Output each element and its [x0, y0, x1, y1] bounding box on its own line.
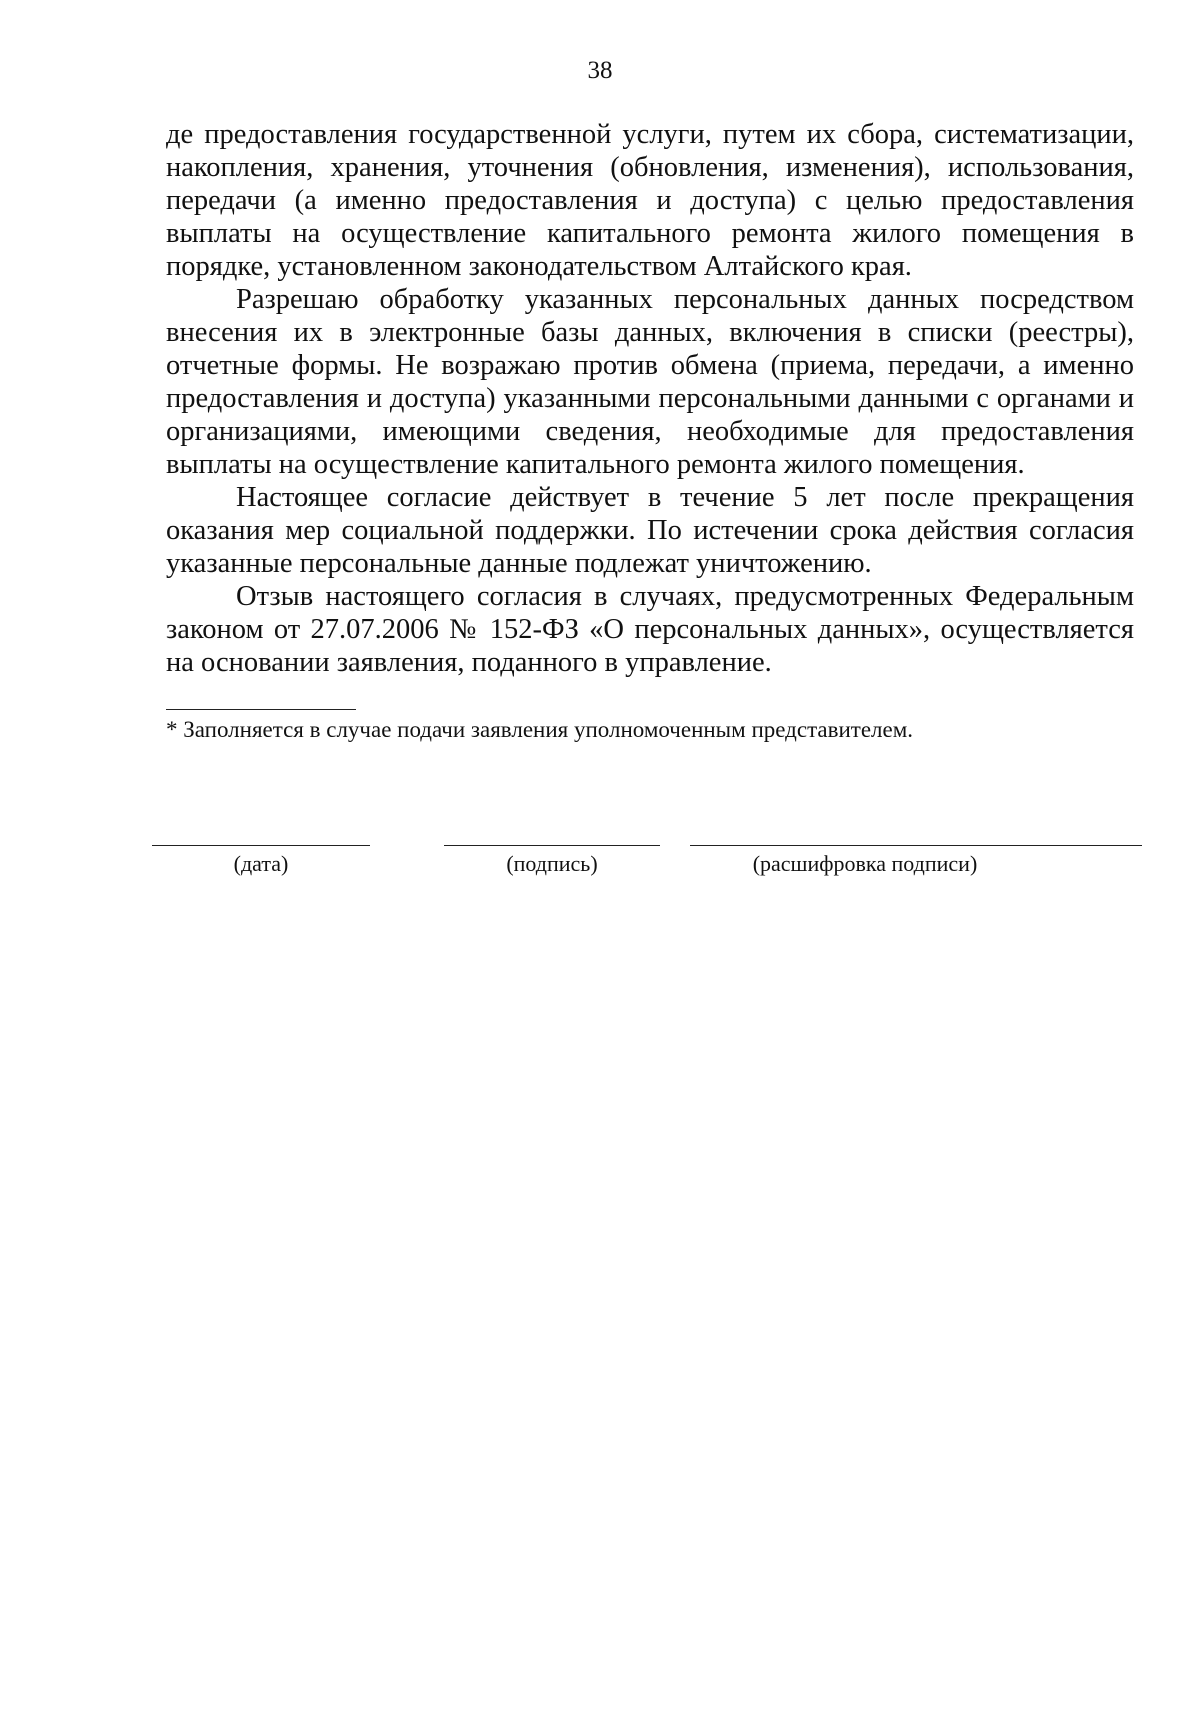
footnote: * Заполняется в случае подачи заявления уполномоченным представителем. — [166, 717, 914, 742]
footnote-separator — [166, 709, 356, 710]
paragraph-consent-duration: Настоящее согласие действует в течение 5 лет после прекращения оказания мер социальной поддержки. По истечении срока действия согласия указанные персональные данные подлежат уничтожению. — [166, 482, 1134, 579]
signature-decoding-field[interactable] — [690, 845, 1142, 885]
page-number: 38 — [587, 57, 613, 84]
paragraph-consent-withdrawal: Отзыв настоящего согласия в случаях, предусмотренных Федеральным законом от 27.07.2006 № 152-ФЗ «О персональных данных», осуществляется на основании заявления, поданного в управление. — [166, 581, 1134, 678]
signature-line — [444, 845, 660, 846]
signature-label: (подпись) — [506, 851, 598, 876]
signature-decoding-label: (расшифровка подписи) — [752, 851, 978, 876]
document-body — [166, 118, 1134, 679]
signature-field[interactable] — [444, 845, 660, 885]
date-label: (дата) — [233, 851, 289, 876]
signature-decoding-line — [690, 845, 1142, 846]
date-field[interactable] — [152, 845, 370, 885]
paragraph-continuation: де предоставления государственной услуги, путем их сбора, систематизации, накопления, хранения, уточнения (обновления, изменения), использования, передачи (а именно предоставления и доступа) с целью предоставления выплаты на осуществление капитального ремонта жилого помещения в порядке, установленном законодательством Алтайского края. — [166, 119, 1134, 282]
paragraph-processing-permission: Разрешаю обработку указанных персональных данных посредством внесения их в электронные базы данных, включения в списки (реестры), отчетные формы. Не возражаю против обмена (приема, передачи, а именно предоставления и доступа) указанными персональными данными с органами и организациями, имеющими сведения, необходимые для предоставления выплаты на осуществление капитального ремонта жилого помещения. — [166, 284, 1134, 480]
date-line — [152, 845, 370, 846]
